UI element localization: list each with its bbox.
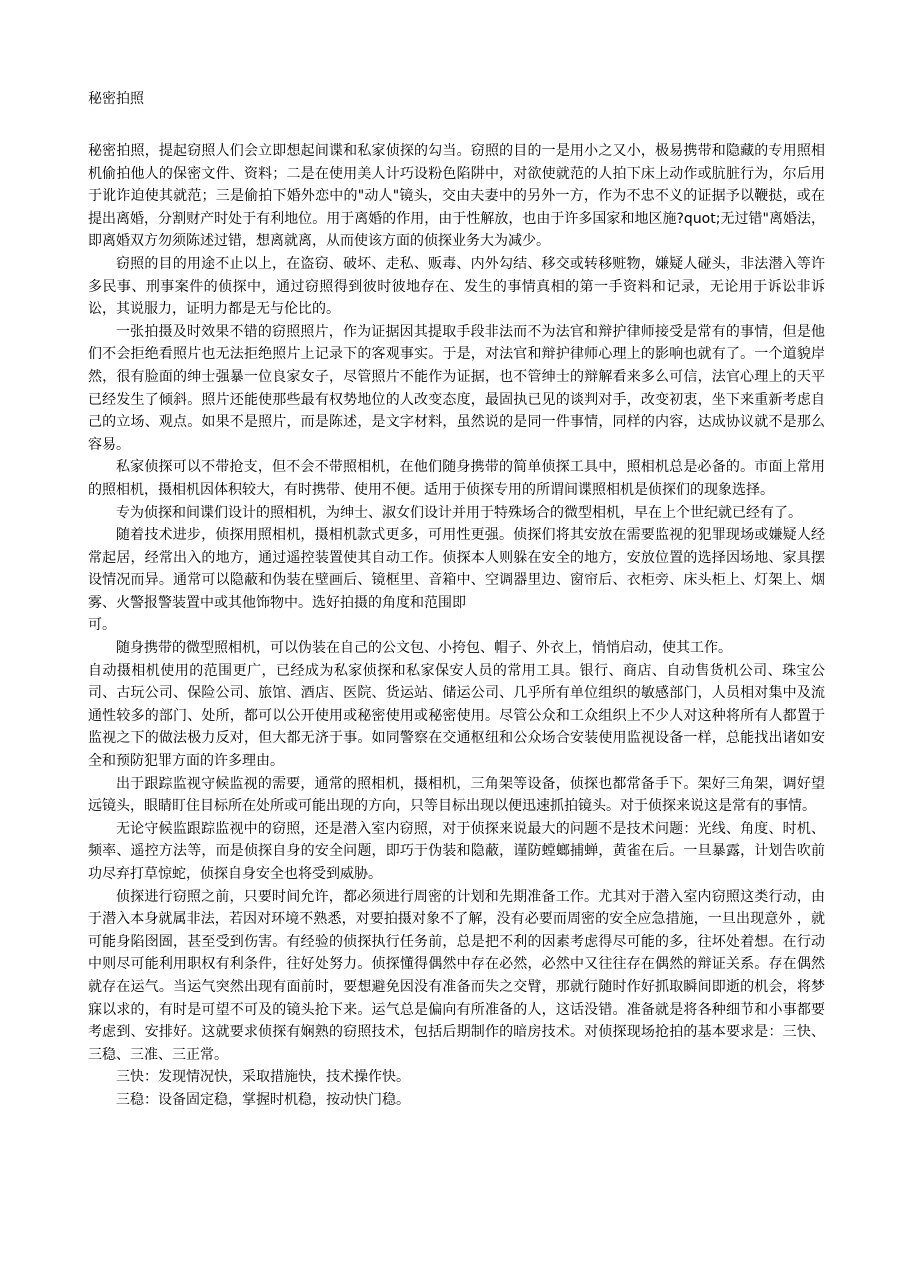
paragraph: 自动摄相机使用的范围更广，已经成为私家侦探和私家保安人员的常用工具。银行、商店、自动售货机公司、珠宝公司、古玩公司、保险公司、旅馆、酒店、医院、货运站、储运公司、几乎所有单位组织的敏感部门，人员相对集中及流通性较多的部门、处所，都可以公开使用或秘密使用或秘密使用。尽管公众和工众组织上不少人对这种将所有人都置于监视之下的做法极力反对，但大都无济于事。如同警察在交通枢纽和公众场合安装使用监视设备一样，总能找出诸如安全和预防犯罪方面的许多理由。 [88,662,825,770]
paragraph: 专为侦探和间谍们设计的照相机，为绅士、淑女们设计并用于特殊场合的微型相机，早在上个世纪就已经有了。 [116,504,802,521]
document-page [88,88,825,1112]
paragraph: 随身携带的微型照相机，可以伪装在自己的公文包、小挎包、帽子、外衣上，悄悄启动，使其工作。 [116,640,732,657]
document-title: 秘密拍照 [88,91,144,107]
paragraph: 随着技术进步，侦探用照相机，摄相机款式更多，可用性更强。侦探们将其安放在需要监视的犯罪现场或嫌疑人经常起居，经常出入的地方，通过遥控装置使其自动工作。侦探本人则躲在安全的地方，安放位置的选择因场地、家具摆设情况而异。通常可以隐蔽和伪装在壁画后、镜框里、音箱中、空调器里边、窗帘后、衣柜旁、床头柜上、灯架上、烟雾、火警报警装置中或其他饰物中。选好拍摄的角度和范围即 [88,527,825,611]
paragraph: 无论守候监跟踪监视中的窃照，还是潜入室内窃照，对于侦探来说最大的问题不是技术问题：光线、角度、时机、频率、遥控方法等，而是侦探自身的安全问题，即巧于伪装和隐蔽，谨防螳螂捕蝉，黄雀在后。一旦暴露，计划告吹前功尽弃打草惊蛇，侦探自身安全也将受到威胁。 [88,820,825,882]
paragraph: 可。 [88,617,116,634]
paragraph: 私家侦探可以不带抢支，但不会不带照相机，在他们随身携带的简单侦探工具中，照相机总是必备的。市面上常用的照相机，摄相机因体积较大，有时携带、使用不便。适用于侦探专用的所谓间谍照相机是侦探们的现象选择。 [88,459,825,498]
paragraph: 三快：发现情况快，采取措施快，技术操作快。 [116,1069,410,1086]
paragraph: 秘密拍照，提起窃照人们会立即想起间谍和私家侦探的勾当。窃照的目的一是用小之又小，极易携带和隐藏的专用照相机偷拍他人的保密文件、资料；二是在使用美人计巧设粉色陷阱中，对欲使就范的人拍下床上动作或肮脏行为，尔后用于讹诈迫使其就范；三是偷拍下婚外恋中的"动人"镜头，交由夫妻中的另外一方，作为不忠不义的证据予以鞭挞，或在提出离婚，分割财产时处于有利地位。用于离婚的作用，由于性解放，也由于许多国家和地区施?quot;无过错"离婚法，即离婚双方勿须陈述过错，想离就离，从而使该方面的侦探业务大为减少。 [88,143,825,250]
paragraph: 侦探进行窃照之前，只要时间允许，都必须进行周密的计划和先期准备工作。尤其对于潜入室内窃照这类行动，由于潜入本身就属非法，若因对环境不熟悉，对要拍摄对象不了解，没有必要而周密的安全应急措施，一旦出现意外 ，就可能身陷囹圄，甚至受到伤害。有经验的侦探执行任务前，总是把不利的因素考虑得尽可能的多，往坏处着想。在行动中则尽可能利用职权有利条件，往好处努力。侦探懂得偶然中存在必然，必然中又往往存在偶然的辩证关系。存在偶然就存在运气。当运气突然出现有面前时，要想避免因没有准备而失之交臂，那就行随时作好抓取瞬间即逝的机会，将梦寐以求的，有时是可望不可及的镜头抢下来。运气总是偏向有所准备的人，这话没错。准备就是将各种细节和小事都要考虑到、安排好。这就要求侦探有娴熟的窃照技术，包括后期制作的暗房技术。对侦探现场抢拍的基本要求是：三快、三稳、三准、三正常。 [88,888,825,1063]
document-body [88,140,825,1112]
paragraph: 三稳：设备固定稳，掌握时机稳，按动快门稳。 [116,1091,410,1108]
paragraph: 出于跟踪监视守候监视的需要，通常的照相机，摄相机，三角架等设备，侦探也都常备手下。架好三角架，调好望远镜头，眼睛盯住目标所在处所或可能出现的方向，只等目标出现以便迅速抓拍镜头。对于侦探来说这是常有的事情。 [88,775,825,815]
paragraph: 窃照的目的用途不止以上，在盗窃、破坏、走私、贩毒、内外勾结、移交或转移赃物，嫌疑人碰头，非法潜入等许多民事、刑事案件的侦探中，通过窃照得到彼时彼地存在、发生的事情真相的第一手资料和记录，无论用于诉讼非诉讼，其说服力，证明力都是无与伦比的。 [88,255,825,318]
paragraph: 一张拍摄及时效果不错的窃照照片，作为证据因其提取手段非法而不为法官和辩护律师接受是常有的事情，但是他们不会拒绝看照片也无法拒绝照片上记录下的客观事实。于是，对法官和辩护律师心理上的影响也就有了。一个道貌岸然，很有脸面的绅士强暴一位良家女子，尽管照片不能作为证据，也不管绅士的辩解看来多么可信，法官心理上的天平已经发生了倾斜。照片还能使那些最有权势地位的人改变态度，最固执已见的谈判对手，改变初衷，坐下来重新考虑自己的立场、观点。如果不是照片，而是陈述，是文字材料，虽然说的是同一件事情，同样的内容，达成协议就不是那么容易。 [88,323,825,453]
